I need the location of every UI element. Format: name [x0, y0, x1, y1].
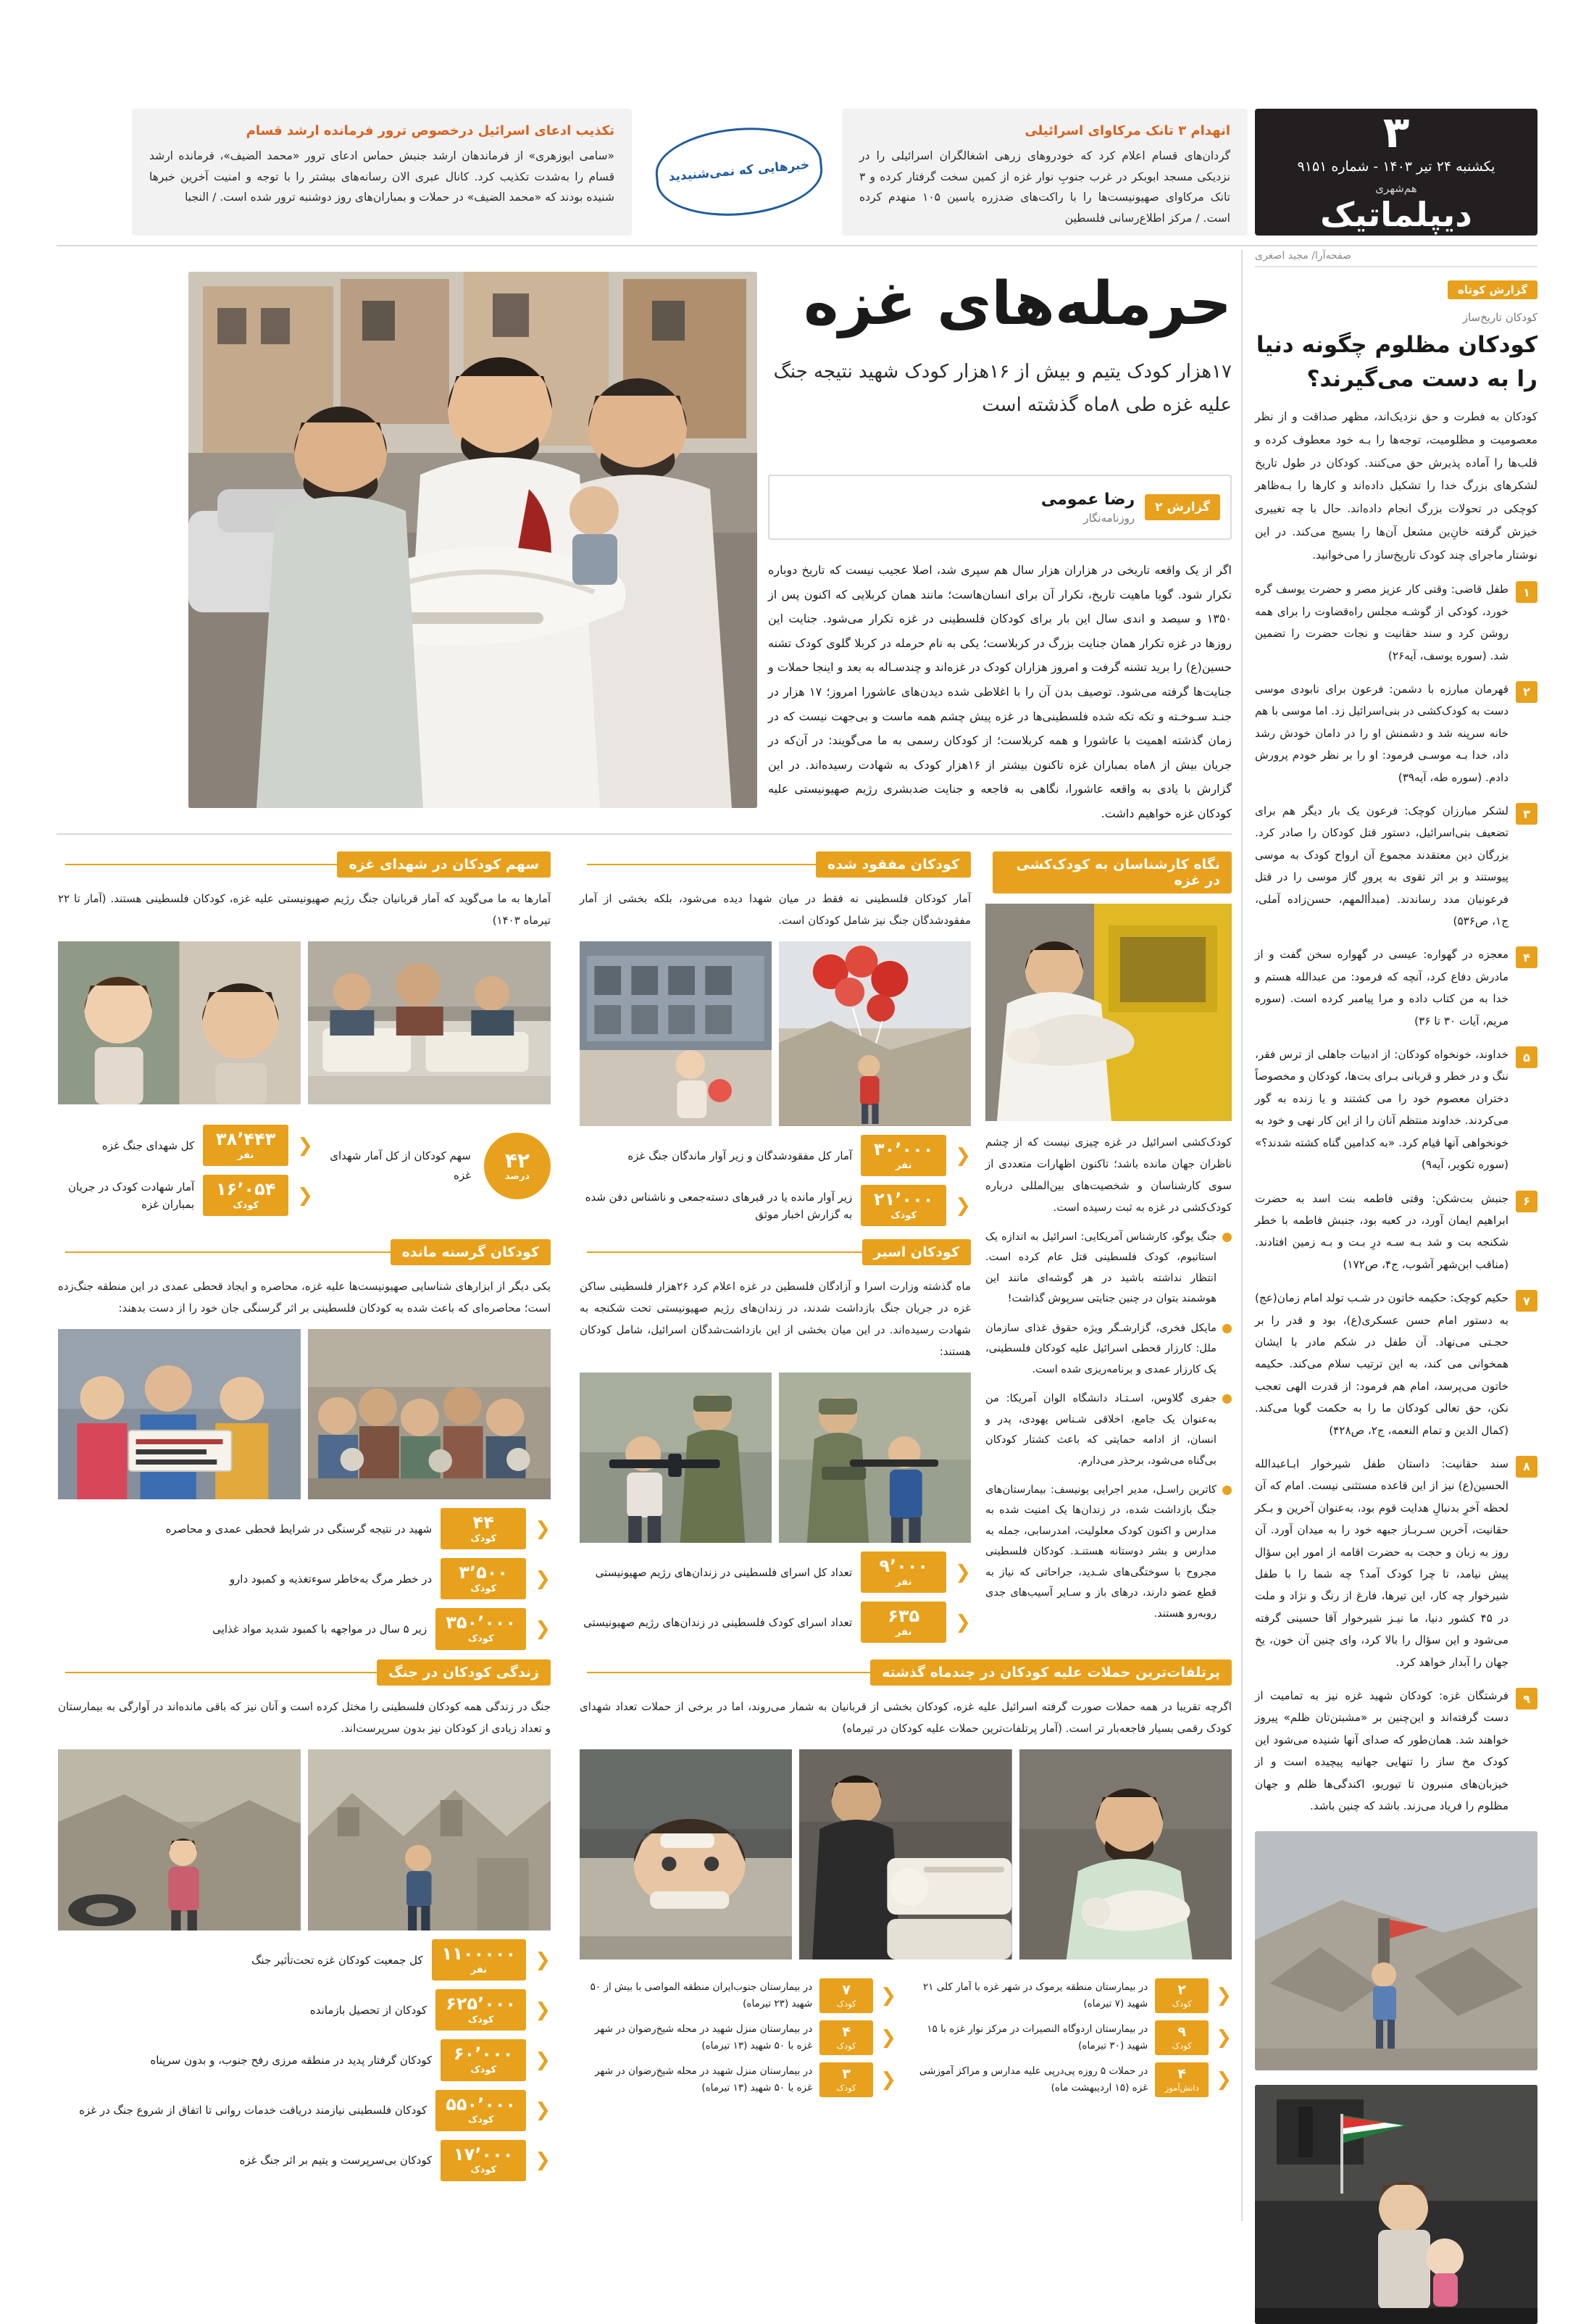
chevron-icon: ❮ — [1216, 2026, 1232, 2049]
attack-stat-number: ۲ — [1177, 1982, 1186, 1998]
stat-row — [580, 1552, 971, 1593]
list-item — [1255, 800, 1537, 932]
list-item-number: ۷ — [1516, 1290, 1537, 1312]
module-captive-children-title: کودکان اسیر — [862, 1239, 972, 1265]
list-item — [1255, 1453, 1537, 1673]
attack-stat-number: ۳ — [842, 2065, 851, 2082]
module-deadliest-attacks-images — [580, 1749, 1232, 1959]
chevron-icon: ❮ — [955, 1144, 971, 1167]
list-item-text: خداوند، خونخواه کودکان: از ادبیات جاهلی از ترس فقر، ننگ و در خطر و قربانی بـرای بت‌ها، کودکان و مخصوصاً دختران معصوم خود را می کشتند و یا زنده به گور می‌کردند. خداوند منتظم آنان را از این کار نهی و خود به خونخواهی آنها قیام کرد. «به کدامین گناه کشته شدند؟» (سوره تکویر، آیه۹) — [1255, 1048, 1509, 1172]
percentage-caption: سهم کودکان از کل آمار شهدای غزه — [330, 1149, 471, 1183]
stat-number: ۹٬۰۰۰ — [879, 1556, 929, 1576]
list-item-text: معجزه در گهواره: عیسی در گهواره سخن گفت و از مادرش دفاع کرد، آنچه که فرمود: من عبدالله هستم و خدا به من کتاب داده و مرا پیامبر کرده است. (سوره مریم، آیات ۳۰ تا ۳۶) — [1255, 948, 1509, 1028]
stat-value — [861, 1185, 946, 1226]
stat-value — [435, 2090, 526, 2131]
sidebar-intro: کودکان به فطرت و حق نزدیک‌اند، مظهر صداقت و از نظر معصومیت و مظلومیت، توجه‌ها را بـه خود معطوف کرده و قلب‌ها را آماده پذیرش حق می‌کنند. کودکان در طول تاریخ لشکرهای بزرگ خدا را تشکیل داده‌اند و کارها را بـه‌ظاهر کوچکی در تحولات بزرگ انجام داده‌اند. حال با چه تغییری خیزش گرفته خانِ‌ین مشعل آن‌ها را بسیج می‌کند. در این نوشتار ماجرای چند کودک تاریخ‌ساز را می‌خوانید. — [1255, 410, 1537, 562]
stat-number: ۶۲۵٬۰۰۰ — [446, 1994, 517, 2015]
stat-row — [580, 1135, 971, 1176]
photo-school-yard-graphic — [580, 941, 772, 1126]
stat-unit: نفر — [896, 1576, 912, 1588]
attack-stat-row — [915, 2020, 1232, 2055]
header-rule — [587, 864, 816, 865]
module-deadliest-attacks-header — [580, 1659, 1232, 1686]
list-item-number: ۸ — [1516, 1456, 1537, 1478]
attack-stat-label: در بیمارستان منزل شهید در محله شیخ‌رضوان در شهر غزه با ۵۰ شهید (۱۳ تیرماه) — [594, 2065, 813, 2094]
attack-stats-grid — [580, 1971, 1232, 2097]
stat-unit: کودک — [470, 1583, 497, 1594]
list-item — [1255, 1287, 1537, 1441]
module-captive-children-header — [580, 1239, 971, 1265]
photo-protest-sign-graphic — [58, 1329, 301, 1499]
issue-date: یکشنبه ۲۴ تیر ۱۴۰۳ - شماره ۹۱۵۱ — [1297, 158, 1495, 175]
chevron-icon: ❮ — [535, 1567, 551, 1590]
photo-child-on-rubble — [1255, 1831, 1537, 2070]
stat-label: کودکان فلسطینی نیازمند دریافت خدمات روانی تا اتفاق از شروع جنگ در غزه — [79, 2104, 427, 2117]
sidebar-column — [1255, 250, 1537, 2324]
article-subhead: ۱۷هزار کودک یتیم و بیش از ۱۶هزار کودک شهید نتیجه جنگ علیه غزه طی ۸ماه گذشته است — [773, 361, 1232, 416]
attack-stat-number: ۴ — [842, 2023, 851, 2040]
sidebar-tag — [1255, 280, 1537, 299]
photo-hero-funeral — [188, 272, 757, 808]
photo-hero-graphic — [188, 272, 757, 808]
bullet-dot-icon — [1222, 1324, 1232, 1333]
module-starving-children — [58, 1239, 551, 1650]
stat-number: ۱۷٬۰۰۰ — [454, 2144, 514, 2165]
module-expert-views — [985, 851, 1232, 1624]
stat-value — [432, 1939, 527, 1981]
percentage-badge — [484, 1133, 551, 1199]
photo-wounded-children-graphic — [308, 941, 551, 1104]
stamp-badge — [646, 117, 831, 226]
list-item-text: لشکر مبارزان کوچک: فرعون یک بار دیگر هم برای تضعیف بنی‌اسرائیل، دستور قتل کودکان را صادر کرد. بزرگان دین معتقدند مجموع آن ارواح کودک به موسی پیوستند و بر اثر تقوی به پرورِ گاز موسی را در قتل فرعونیان مدد رساندند. (مبدأالمهم، حسن‌زاده آملی، ج۱، ص۵۳۶) — [1255, 804, 1509, 928]
module-expert-views-header — [985, 851, 1232, 894]
attack-stat-label: در بیمارستان اردوگاه النصیرات در مرکز نوار غزه با ۱۵ شهید (۳۰ تیرماه) — [927, 2023, 1148, 2052]
chevron-icon: ❮ — [535, 2049, 551, 2071]
attack-stat-value — [819, 1978, 873, 2013]
module-captive-children-body: ماه گذشته وزارت اسرا و آزادگان فلسطین در غزه اعلام کرد ۲۶هزار فلسطینی ساکن غزه در جریان جنگ بازداشت شدند، در زندان‌های رژیم صهیونیستی تحت شکنجه به شهادت رسیده‌اند. در این میان بخشی از این بازداشت‌شدگان اسرائیل، شامل کودکان هستند: — [580, 1280, 971, 1358]
header-rule — [587, 1251, 862, 1253]
photo-soldier-with-rifle — [580, 1373, 772, 1543]
chevron-icon: ❮ — [535, 2099, 551, 2122]
list-item — [1255, 1044, 1537, 1175]
stat-value — [441, 2039, 526, 2081]
attack-stat-value — [1155, 1978, 1209, 2013]
stat-number: ۶۰٬۰۰۰ — [454, 2044, 514, 2065]
chevron-icon: ❮ — [535, 1617, 551, 1640]
bullet-item — [985, 1388, 1232, 1471]
list-item — [1255, 578, 1537, 667]
attack-stat-value — [819, 2020, 873, 2055]
photo-shrouded-bodies — [799, 1749, 1011, 1959]
module-child-martyrs-body: آمارها به ما می‌گوید که آمار قربانیان جنگ رژیم صهیونیستی علیه غزه، کودکان فلسطینی هستند. (آمار تا ۲۲ تیرماه ۱۴۰۳) — [58, 892, 551, 927]
publication-subtitle: هم‌شهری — [1375, 181, 1417, 195]
bullet-dot-icon — [1222, 1233, 1232, 1242]
stat-value — [441, 2140, 526, 2181]
page-number: ۳ — [1382, 107, 1410, 158]
stat-unit: کودک — [470, 1533, 497, 1544]
stat-number: ۳۰٬۰۰۰ — [874, 1139, 934, 1159]
photo-protest-sign — [58, 1329, 301, 1499]
module-child-martyrs-title: سهم کودکان در شهدای غزه — [337, 851, 551, 878]
chevron-icon: ❮ — [297, 1184, 313, 1207]
photo-balloons-graphic — [779, 941, 971, 1126]
chevron-icon: ❮ — [880, 2068, 896, 2091]
stat-row — [580, 1185, 971, 1226]
bullet-dot-icon — [1222, 1394, 1232, 1404]
divider-sidebar — [1241, 250, 1243, 2221]
news-brief-left-body: «سامی ابوزهری» از فرماندهان ارشد جنبش حماس ادعای ترور «محمد الضیف»، فرمانده ارشد قسام را به‌شدت تکذیب کرد. کانال عبری الان رسانه‌های بیشتر را با توجه و امنیت آخرین خبرها شنیده بودند که «محمد الضیف» در حملات و بمباران‌های روز دوشنبه ترور شده است. / النجبا — [149, 149, 614, 204]
module-starving-children-body: یکی دیگر از ابزارهای شناسایی صهیونیست‌ها علیه غزه، محاصره و ایجاد قحطی عمدی در این منطقه جنگ‌زده است؛ محاصره‌ای که باعث شده به کودکان فلسطینی بر اثر گرسنگی جان خود را از دست بدهند: — [58, 1280, 551, 1315]
stat-unit: نفر — [896, 1626, 912, 1638]
list-item-text: طفل قاضی: وقتی کار عزیز مصر و حضرت یوسف گره خورد، کودکی از گوشـه مجلس راه‌قضاوت را برای همه‌ روشن کرد و سند حقانیت و نجات حضرت را تضمین شد. (سوره یوسف، آیه۲۶) — [1255, 583, 1509, 662]
bullet-item — [985, 1227, 1232, 1309]
chevron-icon: ❮ — [880, 1984, 896, 2007]
stat-label: کل شهدای جنگ غزه — [101, 1138, 195, 1152]
bullet-item — [985, 1480, 1232, 1624]
stat-label: زیر ۵ سال در مواجهه با کمبود شدید مواد غذایی — [212, 1622, 427, 1636]
stat-unit: کودک — [470, 2064, 497, 2075]
photo-girl-portrait-graphic — [58, 941, 301, 1104]
stat-value — [435, 1989, 526, 2031]
stat-label: کودکان از تحصیل بازمانده — [309, 2003, 427, 2017]
module-life-in-war-images — [58, 1749, 551, 1931]
attack-stat-unit: کودک — [836, 2082, 856, 2093]
stat-value — [203, 1175, 288, 1216]
module-child-martyrs-header — [58, 851, 551, 878]
attack-stat-number: ۷ — [842, 1982, 851, 1998]
photo-shrouded-graphic — [799, 1749, 1011, 1959]
module-life-in-war-header — [58, 1659, 551, 1686]
stat-label: آمار شهادت کودک در جریان بمباران غزه — [68, 1180, 195, 1211]
module-child-martyrs-percent — [58, 1116, 551, 1216]
module-deadliest-attacks — [580, 1659, 1232, 2097]
sidebar-kicker: کودکان تاریخ‌ساز — [1462, 311, 1537, 324]
attack-stat-value — [1155, 2020, 1209, 2055]
photo-boy-ruins-graphic — [308, 1749, 551, 1931]
photo-detention-graphic-1 — [779, 1373, 971, 1543]
divider-main — [57, 833, 1232, 835]
header-rule — [65, 864, 337, 865]
stat-label: تعداد اسرای کودک فلسطینی در زندان‌های رژیم صهیونیستی — [583, 1615, 853, 1629]
list-item-text: جنبش بت‌شکن: وقتی فاطمه بنت اسد به حضرت ابراهیم ایمان آورد، در کعبه بود، جنبش فاطمه با خطر شکنجه بت و شد بـه سـه‌ درِ بـت و بـه زمین افتادند. (مناقب ابن‌شهر آشوب، ج۴، ص۱۷۲) — [1255, 1191, 1509, 1271]
bullet-text: جفری گلاوس، اسـتـاد دانشگاه الوان آمریکا: من به‌عنوان یک جامع، اخلاقی شـناس یهودی، پدر و انسان، از ادامه حمایتی که باعث کشتار کودکان بی‌گناه می‌شود، برحذر می‌دارم. — [985, 1392, 1217, 1467]
stat-row — [58, 1608, 551, 1649]
stat-unit: کودک — [233, 1199, 259, 1211]
module-captive-children — [580, 1239, 971, 1643]
header-rule — [65, 1672, 377, 1673]
stat-value — [435, 1608, 526, 1649]
photo-hospital-graphic — [580, 1749, 792, 1959]
stat-number: ۴۴ — [472, 1512, 494, 1533]
divider-top — [57, 245, 1537, 246]
attack-stat-label: در حملات ۵ روزه پی‌درپی علیه مدارس و مراکز آموزشی غزه (۱۵ اردیبهشت ماه) — [919, 2065, 1148, 2094]
module-life-in-war-title: زندگی کودکان در جنگ — [377, 1659, 551, 1686]
stat-unit: کودک — [467, 2014, 494, 2025]
sidebar-title: کودکان مظلوم چگونه دنیا را به دست می‌گیرند؟ — [1256, 332, 1537, 392]
article-headline-block — [768, 272, 1232, 422]
module-starving-children-title: کودکان گرسنه مانده — [391, 1239, 551, 1265]
stat-unit: کودک — [467, 2115, 494, 2126]
photo-soldier-detains-boy — [779, 1373, 971, 1543]
attack-stat-row — [580, 2062, 896, 2097]
header-rule — [65, 1251, 391, 1253]
stat-number: ۶۳۵ — [888, 1606, 920, 1627]
photo-balloons-rubble — [779, 941, 971, 1126]
chevron-icon: ❮ — [880, 2026, 896, 2049]
module-expert-views-intro: کودک‌کشی اسرائیل در غزه چیزی نیست که از چشم ناظران جهان مانده باشد؛ تاکنون اظهارات متعددی از سوی کارشناسان و شخصیت‌های بین‌المللی درباره کودک‌کشی در غزه به ثبت رسیده است. — [985, 1136, 1232, 1214]
news-brief-right-title: انهدام ۳ تانک مرکاوای اسرائیلی — [1025, 123, 1230, 138]
photo-grieving-man — [1019, 1749, 1232, 1959]
stat-label: در خطر مرگ به‌خاطر سوءتغذیه و کمبود دارو — [229, 1572, 433, 1586]
stat-row — [58, 1939, 551, 1981]
list-item-number: ۱ — [1516, 581, 1537, 603]
list-item-text: سند حقانیت: داستان طفل شیرخوار ابـاعبدالله الحسین(ع) نیز از این قاعده مستثنی نیست. امام که آن لحظه آخرِ بدنبالِ هدایت قوم بود، به‌عنوان آخرین و بـکر حقانیت، آخرین سـربـاز جبهه خود را به میدان آورد. آن روز به زبان و حجت به حضرت اقامه از امور این سؤال پیش نیامد، تا چرا کودک آمد؟ چه شما را با طفل شیرخوار چه کار، این تیرها، فارغ از رنگ و نژاد و ملت در ۴۵ کشور دنیا، ما نیـز شیرخوار آقا حسینی گرفته می‌شود و این سؤال را بالا کرد، وای چنین آن خون، یخ جهان را آبدار خواهد کرد. — [1255, 1457, 1509, 1669]
stat-row — [58, 2140, 551, 2181]
bullet-item — [985, 1318, 1232, 1380]
list-item-number: ۹ — [1516, 1688, 1537, 1709]
attack-stat-value — [819, 2062, 873, 2097]
attack-stat-label: در بیمارستان منطقه یرموک در شهر غزه با آمار کلی ۲۱ شهید (۷ تیرماه) — [922, 1981, 1148, 2009]
attack-stat-unit: دانش‌آموز — [1164, 2082, 1199, 2093]
photo-injured-child-hospital — [580, 1749, 792, 1959]
stat-number: ۳۸٬۴۴۳ — [216, 1129, 276, 1149]
stat-row — [58, 1508, 551, 1549]
photo-girl-with-doll — [1255, 2085, 1537, 2324]
byline-tag: گزارش ۲ — [1145, 494, 1220, 520]
chevron-icon: ❮ — [535, 2149, 551, 2172]
module-starving-children-images — [58, 1329, 551, 1499]
sidebar-tag-label: گزارش کوتاه — [1448, 280, 1537, 299]
chevron-icon: ❮ — [1216, 2068, 1232, 2091]
bullet-text: جنگ یوگو، کارشناس آمریکایی: اسرائیل به اندازه یک استانبوم، کودک فلسطینی قتل عام کرده است. انتظار نداشته باشید در هر گوشه‌ای مانند این هوشمند بتوان در چنین جنایتی سرپوش گذاشت! — [985, 1230, 1217, 1305]
stat-label: کودکان بی‌سرپرست و یتیم بر اثر جنگ غزه — [239, 2154, 433, 2167]
bullet-text: مایکل فخری، گزارشـگر ویژه حقوق غذای سازمان ملل: کارزار قحطی اسرائیل علیه کودکان فلسطینی، یک کارزار عمدی و برنامه‌ریزی شده است. — [985, 1321, 1217, 1375]
module-life-in-war — [58, 1659, 551, 2181]
chevron-icon: ❮ — [297, 1134, 313, 1157]
module-captive-children-images — [580, 1373, 971, 1543]
masthead — [57, 109, 1537, 236]
list-item-text: فرشتگان غزه: کودکان شهید غزه نیز به تمامیت از دست گرفته‌اند و این‌چنین بر «مشبتن‌تان ظلم» پیروز خواهند شد. همان‌طور که صدای آنها شنیده می‌شود این کودک مخ ساز را تنهایی جهانیه پیچیده است و از خیزبان‌های منبرون تا تیوریو، اکندگی‌ها ظلم و جهان مظلوم را فریاد می‌زند. باشد که چنین باشد. — [1255, 1689, 1509, 1813]
chevron-icon: ❮ — [535, 1517, 551, 1540]
list-item — [1255, 678, 1537, 788]
bullet-dot-icon — [1222, 1486, 1232, 1495]
attack-stat-number: ۴ — [1177, 2065, 1186, 2082]
stat-value — [441, 1558, 526, 1599]
stat-unit: نفر — [470, 1964, 488, 1975]
photo-boy-in-ruins — [308, 1749, 551, 1931]
stat-unit: نفر — [896, 1159, 912, 1171]
photo-girl-portrait — [58, 941, 301, 1104]
photo-detention-graphic-2 — [580, 1373, 772, 1543]
photo-medic-carrying-child — [985, 904, 1232, 1121]
stat-unit: کودک — [890, 1209, 917, 1221]
photo-food-queue — [308, 1329, 551, 1499]
module-starving-children-header — [58, 1239, 551, 1265]
stat-label: کل جمعیت کودکان غزه تحت‌تأثیر جنگ — [251, 1953, 423, 1967]
stat-unit: کودک — [470, 2165, 497, 2176]
header-rule — [587, 1672, 870, 1673]
module-missing-children-title: کودکان مفقود شده — [816, 851, 971, 878]
stat-row — [58, 2039, 551, 2081]
news-brief-left-title: تکذیب ادعای اسرائیل درخصوص ترور فرمانده ارشد قسام — [246, 123, 614, 138]
attack-stat-row — [580, 1978, 896, 2013]
stat-number: ۱۶٬۰۵۴ — [216, 1179, 276, 1200]
stat-row — [58, 2090, 551, 2131]
stat-number: ۵۵۰٬۰۰۰ — [446, 2094, 517, 2115]
attack-stat-label: در بیمارستان منزل شهید در محله شیخ‌رضوان در شهر غزه با ۵۰ شهید (۱۳ تیرماه) — [594, 2023, 813, 2052]
attack-stat-unit: کودک — [836, 2040, 856, 2051]
chevron-icon: ❮ — [535, 1949, 551, 1971]
stat-value — [861, 1552, 946, 1593]
stat-value — [861, 1602, 946, 1643]
byline-author: رضا عمومی — [1040, 490, 1135, 509]
attack-stat-unit: کودک — [1172, 1998, 1192, 2009]
attack-stat-number: ۹ — [1177, 2023, 1186, 2040]
stat-label: کودکان گرفتار پدید در منطقه مرزی رفح جنوب، و بدون سرپناه — [150, 2053, 433, 2067]
masthead-flag — [1255, 109, 1537, 236]
list-item — [1255, 1188, 1537, 1276]
page-title: حرمله‌های غزه — [804, 270, 1232, 338]
stat-row — [58, 1175, 313, 1216]
bullet-text: کاترین راسـل، مدیر اجرایی یونیسف: بیمارستان‌های جنگ بازداشت شده، در زندان‌ها یک امنیت شده به مدارس و اکنون کودک معلولیت، امدرسابی، جمله به مدارس و بشر دوستانه هستنـد. کودکان فلسطینی مجروح با سوختگی‌های شـدید، جراحاتی که نیاز به قطع عضو دارند، درهای باز و سـایر آسیب‌های جدی روبه‌رو هستند. — [985, 1483, 1217, 1620]
byline-role: روزنامه‌نگار — [1083, 511, 1135, 525]
attack-stat-unit: کودک — [1172, 2040, 1192, 2051]
stat-unit: نفر — [238, 1149, 254, 1161]
photo-girl-rubble-graphic — [58, 1749, 301, 1931]
list-item-text: حکیم کوچک: حکیمه خاتون در شـب تولد امام زمان(عج) به دستور امام حسن عسکری(ع)، بود و قدر را بر حجـتی می‌نهاد. آن طفل در شکم مادر با ایشان همخوانی می کند، به این ترتیب سلام می‌کند. حکیمه خاتون می‌پرسد، امام هم فرمود: از قدرت الهی تعجب نکن، حق تعالی کودکان ما را به حکمت گویا می‌کند. (کمال الدین و تمام النعمه، ج۲، ص۴۲۸) — [1255, 1291, 1509, 1437]
module-expert-views-title: نگاه کارشناسان به کودک‌کشی در غزه — [993, 851, 1232, 894]
module-deadliest-attacks-body: اگرچه تقریبا در همه حملات صورت گرفته اسرائیل علیه غزه، کودکان بخشی از قربانیان به شمار می‌روند، اما در برخی از حملات تعداد شهدای کودک رقمی بسیار فاجعه‌بار تر است. (آمار پرتلفات‌ترین حملات علیه کودکان در تیرماه) — [580, 1700, 1232, 1735]
list-item — [1255, 1685, 1537, 1817]
module-missing-children-header — [580, 851, 971, 878]
photo-medic-graphic — [985, 904, 1232, 1121]
list-item-number: ۳ — [1516, 803, 1537, 825]
module-missing-children-images — [580, 941, 971, 1126]
photo-girl-with-doll-graphic — [1255, 2085, 1537, 2324]
photo-food-queue-graphic — [308, 1329, 551, 1499]
chevron-icon: ❮ — [955, 1611, 971, 1633]
photo-grieving-graphic — [1019, 1749, 1232, 1959]
module-child-martyrs-images — [58, 941, 551, 1104]
stat-label: شهید در نتیجه گرسنگی در شرایط قحطی عمدی و محاصره — [165, 1522, 433, 1536]
chevron-icon: ❮ — [955, 1561, 971, 1583]
list-item-number: ۲ — [1516, 681, 1537, 703]
stat-label: زیر آوار مانده یا در قبرهای دسته‌جمعی و ناشناس دفن شده به گزارش اخبار موثق — [585, 1190, 853, 1221]
percentage-value: ۴۲ — [504, 1148, 530, 1173]
attack-stat-label: در بیمارستان جنوب‌ایران منطقه المواصی با بیش از ۵۰ شهید (۲۳ تیرماه) — [590, 1981, 813, 2009]
module-deadliest-attacks-title: پرتلفات‌ترین حملات علیه کودکان در چندماه گذشته — [870, 1659, 1232, 1686]
stat-value — [203, 1125, 288, 1166]
module-missing-children — [580, 851, 971, 1226]
list-item — [1255, 944, 1537, 1032]
layout-credit: صفحه‌آرا/ مجید اصغری — [1255, 250, 1537, 267]
attack-stat-unit: کودک — [836, 1998, 856, 2009]
news-brief-right-body: گردان‌های قسام اعلام کرد که خودروهای زرهی اشغالگران اسرائیلی را در نزدیکی مسجد ابوبکر در غرب جنوبِ نوار غزه از کمین سخت گرفتار کرده و ۳ تانک مرکاوای صهیونیست‌ها را با راکت‌های ضدزره یاسین ۱۰۵ منهدم کرده است. / مرکز اطلاع‌رسانی فلسطین — [859, 149, 1230, 225]
stamp-label: خبرهایی که نمی‌شنیدید — [652, 121, 826, 222]
percentage-unit: درصد — [504, 1170, 530, 1182]
stat-number: ۲۱٬۰۰۰ — [874, 1189, 934, 1210]
stat-row — [58, 1125, 313, 1166]
chevron-icon: ❮ — [535, 1999, 551, 2021]
photo-child-on-rubble-graphic — [1255, 1831, 1537, 2070]
module-child-martyrs — [58, 851, 551, 1216]
stat-value — [861, 1135, 946, 1176]
stat-number: ۳۵۰٬۰۰۰ — [446, 1612, 517, 1633]
attack-stat-value — [1155, 2062, 1209, 2097]
stat-value — [441, 1508, 526, 1549]
stat-row — [58, 1558, 551, 1599]
chevron-icon: ❮ — [955, 1194, 971, 1217]
attack-stat-row — [915, 1978, 1232, 2013]
photo-girl-walking-rubble — [58, 1749, 301, 1931]
stat-row — [58, 1989, 551, 2031]
news-brief-left — [132, 109, 632, 236]
list-item-number: ۶ — [1516, 1191, 1537, 1212]
list-item-number: ۴ — [1516, 946, 1537, 968]
module-missing-children-body: آمار کودکان فلسطینی نه فقط در میان شهدا دیده می‌شود، بلکه بخشی از آمار مفقودشدگان جنگ نیز شامل کودکان است. — [580, 892, 971, 927]
publication-logo: دیپلماتیک — [1320, 194, 1472, 234]
photo-girl-school-yard — [580, 941, 772, 1126]
photo-wounded-children — [308, 941, 551, 1104]
module-life-in-war-body: جنگ در زندگی همه کودکان فلسطینی را مختل کرده است و آنان نیز که باقی مانده‌اند در آوارگی به بیمارستان و تعداد زیادی از کودکان نیز بدون سرپرست‌اند. — [58, 1700, 551, 1735]
stat-label: تعداد کل اسرای فلسطینی در زندان‌های رژیم صهیونیستی — [595, 1565, 853, 1579]
byline — [768, 475, 1232, 540]
stat-unit: کودک — [467, 1633, 494, 1644]
list-item-text: قهرمان مبارزه با دشمن: فرعون برای نابودی موسی دست به کودک‌کشی در بنی‌اسرائیل زد. اما موسی با هم خانه سرپنه شد و دشمنش او را در دامان خودش رشد داد، خدا بـه موسـی فرمود: او را بر نظر خودم پرورش دادم. (سوره طه، آیه۳۹) — [1255, 682, 1509, 784]
stat-number: ۱۱۰۰۰۰۰ — [441, 1944, 517, 1964]
attack-stat-row — [915, 2062, 1232, 2097]
article-lead: اگر از یک واقعه تاریخی در هزاران هزار سال هم سپری شد، اصلا عجیب نیست که تاریخ دوباره تکرار شود. گویا ماهیت تاریخ، تکرار آن برای انسان‌هاست؛ مانند همان کربلایی که اکنون پس از ۱۳۵۰ و سیصد و اندی سال این بار برای کودکان فلسطینی در غزه تکرار می‌شود. جنایت این روزها در غزه تکرار همان جنایت بزرگ در کربلاست؛ یکی به نام حرمله در کربلا گلوی کودک تشنه حسین(ع) را برید تشنه گرفت و امروز هزاران کودک در غزه‌اند و چندسـاله به بعد و اینجا حملات و جنایت‌ها گرفته می‌شود. توصیف بدن آن را با اغلاطی شده دیدن‌های عاشورا امروز؛ ۱۷ هزار در جنـد سـوخـته و تکه تکه شده فلسطینی‌ها در غزه پیش چشم همه ماست و بی‌جهت نیست که در زمان گذشته اهمیت با عاشورا و همه کربلاست؛ از کودکان رسمی به ما می‌گویند: در آن‌که در جریان بیش از ۸ماه بمباران غزه تاکنون بیشتر از ۱۶هزار کودک به شهادت رسیده‌اند. در این گزارش با یادی به واقعه عاشورا، نگاهی به فاجعه و جنایت ضدبشری رژیم صهیونیستی علیه کودکان غزه خواهیم داشت. — [768, 563, 1232, 820]
attack-stat-row — [580, 2020, 896, 2055]
stat-row — [580, 1602, 971, 1643]
stat-number: ۳٬۵۰۰ — [459, 1562, 509, 1583]
chevron-icon: ❮ — [1216, 1984, 1232, 2007]
stat-label: آمار کل مفقودشدگان و زیر آوار ماندگان جنگ غزه — [627, 1149, 853, 1162]
news-brief-right — [842, 109, 1248, 236]
list-item-number: ۵ — [1516, 1046, 1537, 1068]
